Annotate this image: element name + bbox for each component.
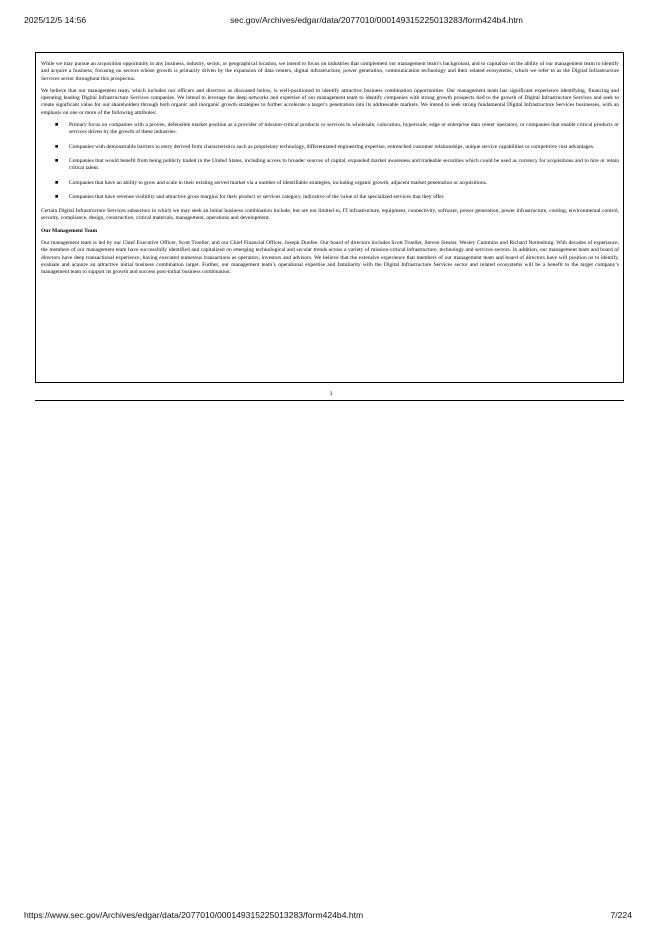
section-heading-management-team: Our Management Team <box>41 227 98 234</box>
print-datetime: 2025/12/5 14:56 <box>24 15 87 25</box>
page-divider <box>35 400 624 401</box>
print-header <box>0 15 662 27</box>
list-item <box>41 122 619 137</box>
list-item <box>41 194 619 201</box>
list-item-text: Primary focus on companies with a proven, defensible market position as a provider of mission-critical products or services to wholesale, colocation, hyperscale, edge or enterprise data center operators, or companies that enable critical products or services driven by the growth of these industries. <box>69 122 619 136</box>
target-attributes-list <box>41 122 619 201</box>
print-footer-url: https://www.sec.gov/Archives/edgar/data/2077010/000149315225013283/form424b4.htm <box>24 910 364 920</box>
intro-paragraph-focus: While we may pursue an acquisition opportunity in any business, industry, sector, or geographical location, we intend to focus on industries that complement our management team’s background, and to capitalize on the ability of our management team to identify and acquire a business, focusing on sectors whose growth is primarily driven by the expansion of data centers, digital infrastructure, power generation, communication technology and their related ecosystems, which we refer to as the Digital Infrastructure Services sector throughout this prospectus. <box>41 61 619 82</box>
square-bullet-icon: ■ <box>55 122 59 129</box>
list-item-text: Companies that have revenue visibility and attractive gross margins for their product or services category, indicative of the value of the specialized services that they offer. <box>69 193 445 200</box>
square-bullet-icon: ■ <box>55 179 59 186</box>
subsectors-paragraph: Certain Digital Infrastructure Services subsectors in which we may seek an initial business combination include, but are not limited to, IT infrastructure, equipment, connectivity, software, power generation, power infrastructure, cooling, environmental control, security, compliance, design, construction, critical materials, management, operations and development. <box>41 208 619 222</box>
print-footer <box>0 910 662 922</box>
list-item-text: Companies with demonstrable barriers to entry derived from characteristics such as proprietary technology, differentiated engineering expertise, entrenched customer relationships, unique service capabilities or competitive cost advantages. <box>69 143 595 150</box>
square-bullet-icon: ■ <box>55 193 59 200</box>
page-number: 3 <box>329 391 333 397</box>
document-content <box>35 52 624 383</box>
list-item-text: Companies that would benefit from being publicly traded in the United States, including access to broader sources of capital, expanded market awareness and tradeable securities which could be used as currency for acquisitions and to hire or retain critical talent. <box>69 157 619 172</box>
print-page-counter: 7/224 <box>610 910 632 920</box>
list-item-text: Companies that have an ability to grow and scale in their existing served market via a number of identifiable strategies, including organic growth, adjacent market penetration or acquisitions. <box>69 179 488 186</box>
square-bullet-icon: ■ <box>55 157 59 164</box>
list-item <box>41 180 619 187</box>
list-item <box>41 158 619 173</box>
print-page-title: sec.gov/Archives/edgar/data/2077010/000149315225013283/form424b4.htm <box>230 15 523 25</box>
list-item <box>41 144 619 151</box>
square-bullet-icon: ■ <box>55 143 59 150</box>
management-team-paragraph: Our management team is led by our Chief Executive Officer, Scott Troeller, and our Chief Financial Officer, Joseph Dunfee. Our board of directors includes Scott Troeller, Steven Siesser, Wesley Cummins and Richard Nottenburg. With decades of experience, the members of our management team have successfully identified and capitalized on emerging technological and secular trends across a variety of mission-critical infrastructure, technology and services sectors. In addition, our management team and board of directors have deep transactional experience, having executed numerous transactions as operators, investors and advisors. We believe that the extensive experience that members of our management team and board of directors have will position us to identify, evaluate and acquire an attractive initial business combination target. Further, our management team’s operational expertise and familiarity with the Digital Infrastructure Services sector and related ecosystems will be a benefit to the target company’s management team to support its growth and success post-initial business combination. <box>41 240 619 276</box>
intro-paragraph-management-positioning: We believe that our management team, which includes our officers and directors as discussed below, is well-positioned to identify attractive business combination opportunities. Our management team has significant experience identifying, financing and operating leading Digital Infrastructure Services companies. We intend to leverage the deep networks and expertise of our management team to identify companies with strong growth prospects tied to the growth of Digital Infrastructure Services and seek to create significant value for our shareholders through both organic and inorganic growth strategies to further accelerate a target’s penetration into its addressable markets. We intend to seek strong fundamental Digital Infrastructure Services businesses, with an emphasis on one or more of the following attributes: <box>41 87 619 116</box>
